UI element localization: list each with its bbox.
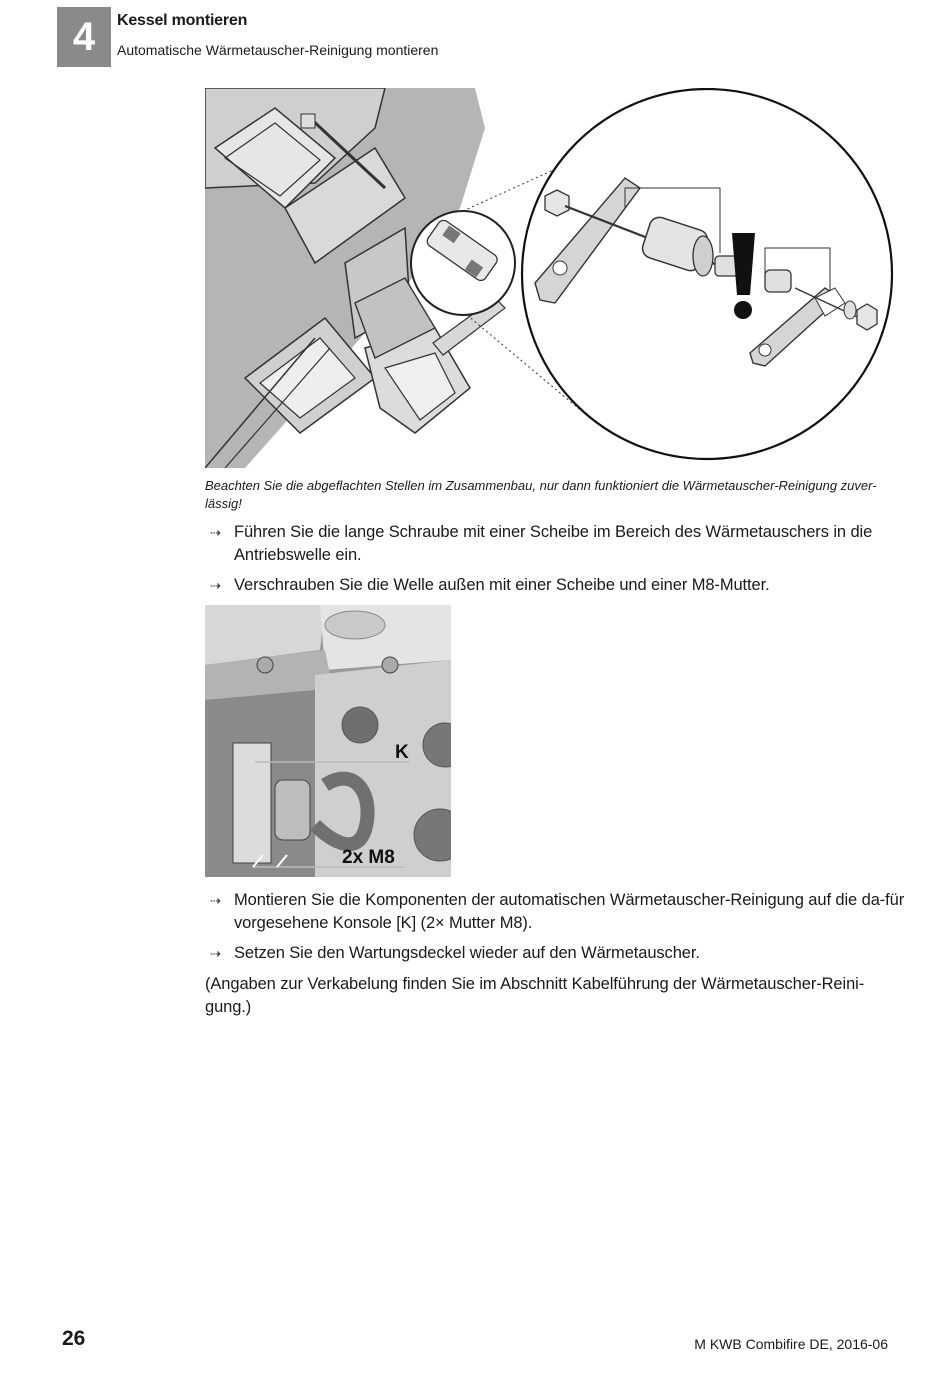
figure-caption: Beachten Sie die abgeflachten Stellen im Zusammenbau, nur dann funktioniert die Wärmetauscher-Reinigung zuver-lässig! <box>205 478 877 511</box>
step-text: Führen Sie die lange Schraube mit einer Scheibe im Bereich des Wärmetauschers in die Antriebswelle ein. <box>234 523 873 564</box>
label-k: K <box>395 742 409 763</box>
chapter-number-badge: 4 <box>57 7 111 67</box>
dotted-arrow-icon: ⇢ <box>210 946 221 961</box>
section-subtitle: Automatische Wärmetauscher-Reinigung montieren <box>117 42 439 58</box>
step-text: Montieren Sie die Komponenten der automatischen Wärmetauscher-Reinigung auf die da-für vorgesehene Konsole [K] (2× Mutter M8). <box>234 891 905 932</box>
step-text: Setzen Sie den Wartungsdeckel wieder auf den Wärmetauscher. <box>234 944 700 962</box>
dotted-arrow-icon: ⇢ <box>210 525 221 540</box>
instruction-step <box>210 574 914 597</box>
wiring-note: (Angaben zur Verkabelung finden Sie im Abschnitt Kabelführung der Wärmetauscher-Reini-gung.) <box>205 975 865 1016</box>
dotted-arrow-icon: ⇢ <box>210 578 221 593</box>
page-number: 26 <box>62 1327 86 1350</box>
chapter-title: Kessel montieren <box>117 12 248 29</box>
bracket-photo <box>205 605 451 877</box>
instruction-step <box>210 521 914 567</box>
instruction-step <box>210 942 914 965</box>
step-text: Verschrauben Sie die Welle außen mit einer Scheibe und einer M8-Mutter. <box>234 576 770 594</box>
assembly-figure <box>205 88 895 468</box>
document-reference: M KWB Combifire DE, 2016-06 <box>694 1336 888 1352</box>
label-2x-m8: 2x M8 <box>342 847 395 868</box>
dotted-arrow-icon: ⇢ <box>210 893 221 908</box>
instruction-step <box>210 889 914 935</box>
